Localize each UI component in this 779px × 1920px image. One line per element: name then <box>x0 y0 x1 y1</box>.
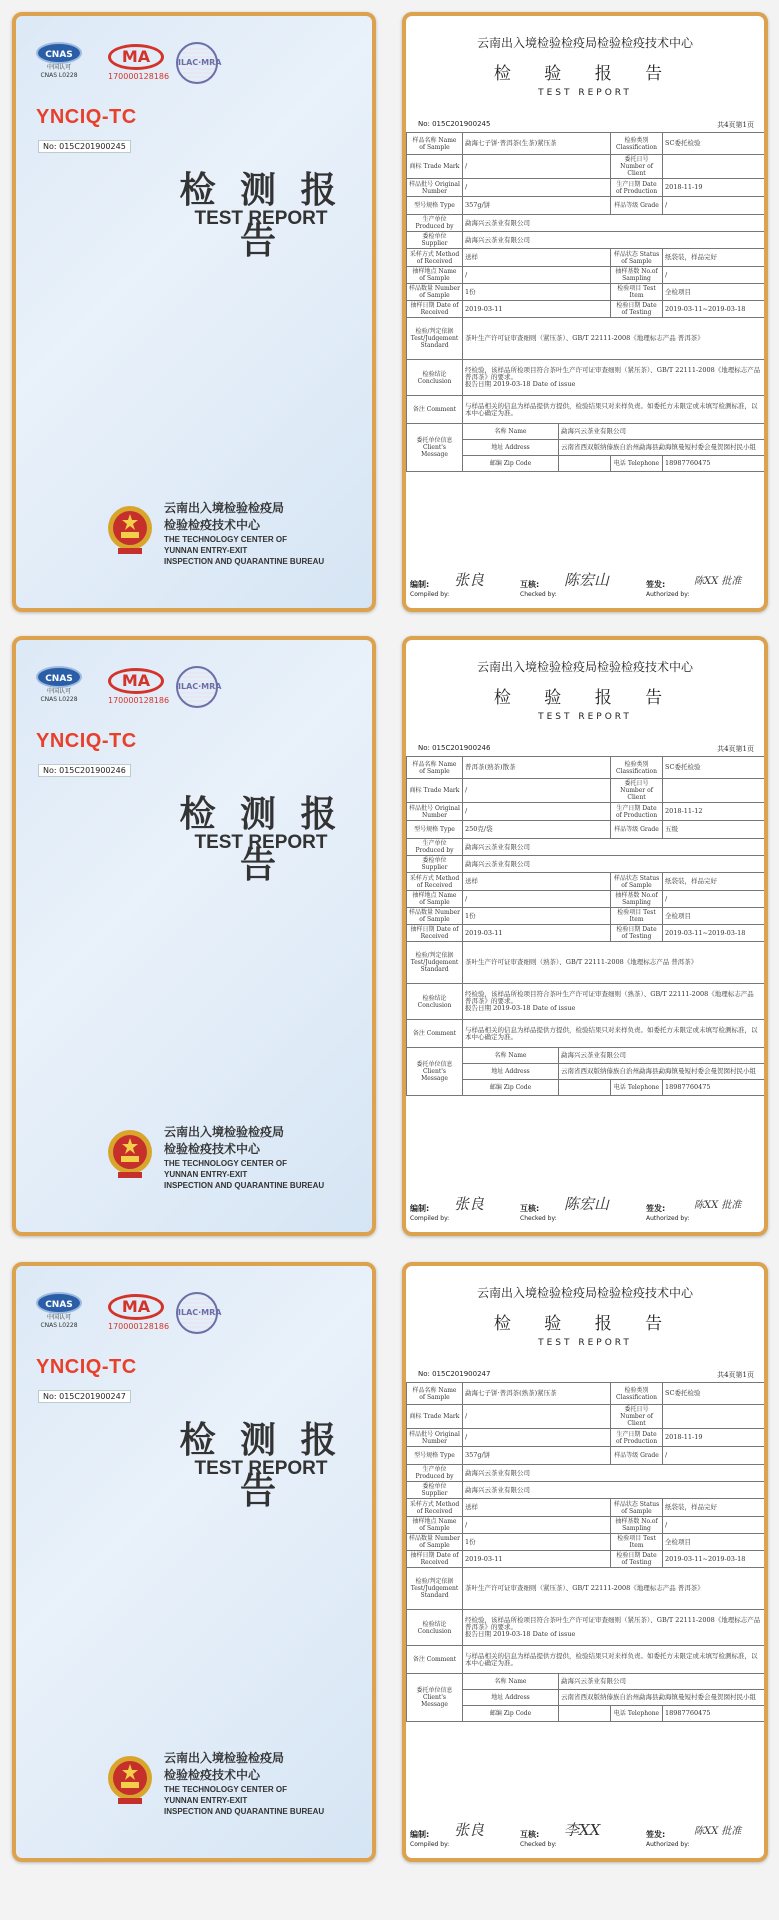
cover-report-number: No: 015C201900245 <box>38 140 131 153</box>
cover-title-cn: 检 测 报 告 <box>179 170 343 262</box>
report-set-2 <box>0 636 779 1256</box>
cnas-logo: CNAS 中国认可 CNAS L0228 <box>36 1292 90 1340</box>
brand-text: YNCIQ-TC <box>36 106 137 128</box>
checker-signature: 李XX <box>564 1821 601 1839</box>
report-set-1 <box>0 12 779 632</box>
checker-signature: 陈宏山 <box>564 1195 610 1213</box>
cover-organization: 云南出入境检验检疫局 检验检疫技术中心 THE TECHNOLOGY CENTER OF YUNNAN ENTRY-EXIT INSPECTION AND QUARANTINE BUREAU <box>164 1125 325 1190</box>
cover-title-en: TEST REPORT <box>194 208 328 229</box>
report-number: No: 015C201900247 <box>418 1370 491 1378</box>
authorizer-signature: 陈XX 批准 <box>694 1826 742 1837</box>
brand-text: YNCIQ-TC <box>36 1356 137 1378</box>
report-number: No: 015C201900245 <box>418 120 491 128</box>
page-indicator: 共4页第1页 <box>717 1371 754 1379</box>
cover-page <box>12 12 376 612</box>
signature-row: 编制: Compiled by: 张良 互核: Checked by: 陈宏山 签发: Authorized by: 陈XX 批准 <box>410 571 742 598</box>
national-emblem-icon <box>106 1128 154 1180</box>
report-header: 云南出入境检验检疫局检验检疫技术中心 检 验 报 告 TEST REPORT <box>476 36 693 98</box>
cma-logo: MA 170000128186 <box>108 668 178 712</box>
report-table: 样品名称 Name of Sample 勐海七子饼·普洱茶(熟茶)紧压茶 检验类别 Classification SC委托检验 商标 Trade Mark / 委托日号 Number of Client 样品批号 Original Number / 生产日期 Date of Production 2018-11-19 型号规格 Type 357g/饼 样品等级 Grade / 生产单位 Produced by 勐海兴云茶业有限公司 委检单位 Supplier 勐海兴云茶业有限公司 采样方式 Method of Received 送样 样品状态 Status of Sample 纸袋装，样品完好 抽样地点 Name of Sample / 抽样基数 No.of Sampling / 样品数量 Number of Sample 1份 检验项目 Test Item 全检项目 抽样日期 Date of Received 2019-03-11 检验日期 Date of Testing 2019-03-11~2019-03-18 检验/判定依据 Test/Judgement Standard 茶叶生产许可证审查细则（紧压茶）、GB/T 22111-2008《地理标志产品 普洱茶》 检验结论 Conclusion 经检验，该样品所检项目符合茶叶生产许可证审查细则（紧压茶）、GB/T 22111-2008《地理标志产品 普洱茶》的要求。 报告日期 2019-03-18 Date of issue 备注 Comment 与样品相关的信息为样品提供方提供，检验结果只对来样负责。如委托方未限定或未填写检测标准，以本中心确定为准。 委托单位信息 Client's Message 名称 Name 勐海兴云茶业有限公司 地址 Address 云南省西双版纳傣族自治州勐海县勐海镇曼短村委会曼贺囡村民小组 邮编 Zip Code 电话 Telephone 18987760475 <box>406 1382 765 1722</box>
report-page <box>402 12 768 612</box>
report-table: 样品名称 Name of Sample 勐海七子饼·普洱茶(生茶)紧压茶 检验类别 Classification SC委托检验 商标 Trade Mark / 委托日号 Number of Client 样品批号 Original Number / 生产日期 Date of Production 2018-11-19 型号规格 Type 357g/饼 样品等级 Grade / 生产单位 Produced by 勐海兴云茶业有限公司 委检单位 Supplier 勐海兴云茶业有限公司 采样方式 Method of Received 送样 样品状态 Status of Sample 纸袋装，样品完好 抽样地点 Name of Sample / 抽样基数 No.of Sampling / 样品数量 Number of Sample 1份 检验项目 Test Item 全检项目 抽样日期 Date of Received 2019-03-11 检验日期 Date of Testing 2019-03-11~2019-03-18 检验/判定依据 Test/Judgement Standard 茶叶生产许可证审查细则（紧压茶）、GB/T 22111-2008《地理标志产品 普洱茶》 检验结论 Conclusion 经检验，该样品所检项目符合茶叶生产许可证审查细则（紧压茶）、GB/T 22111-2008《地理标志产品 普洱茶》的要求。 报告日期 2019-03-18 Date of issue 备注 Comment 与样品相关的信息为样品提供方提供，检验结果只对来样负责。如委托方未限定或未填写检测标准，以本中心确定为准。 委托单位信息 Client's Message 名称 Name 勐海兴云茶业有限公司 地址 Address 云南省西双版纳傣族自治州勐海县勐海镇曼短村委会曼贺囡村民小组 邮编 Zip Code 电话 Telephone 18987760475 <box>406 132 765 472</box>
report-page <box>402 636 768 1236</box>
cover-title-en: TEST REPORT <box>194 832 328 853</box>
signature-row: 编制: Compiled by: 张良 互核: Checked by: 陈宏山 签发: Authorized by: 陈XX 批准 <box>410 1195 742 1222</box>
certification-logos <box>36 1292 366 1342</box>
report-table: 样品名称 Name of Sample 普洱茶(熟茶)散茶 检验类别 Classification SC委托检验 商标 Trade Mark / 委托日号 Number of Client 样品批号 Original Number / 生产日期 Date of Production 2018-11-12 型号规格 Type 250克/袋 样品等级 Grade 五级 生产单位 Produced by 勐海兴云茶业有限公司 委检单位 Supplier 勐海兴云茶业有限公司 采样方式 Method of Received 送样 样品状态 Status of Sample 纸袋装，样品完好 抽样地点 Name of Sample / 抽样基数 No.of Sampling / 样品数量 Number of Sample 1份 检验项目 Test Item 全检项目 抽样日期 Date of Received 2019-03-11 检验日期 Date of Testing 2019-03-11~2019-03-18 检验/判定依据 Test/Judgement Standard 茶叶生产许可证审查细则（熟茶）、GB/T 22111-2008《地理标志产品 普洱茶》 检验结论 Conclusion 经检验，该样品所检项目符合茶叶生产许可证审查细则（熟茶）、GB/T 22111-2008《地理标志产品 普洱茶》的要求。 报告日期 2019-03-18 Date of issue 备注 Comment 与样品相关的信息为样品提供方提供，检验结果只对来样负责。如委托方未限定或未填写检测标准，以本中心确定为准。 委托单位信息 Client's Message 名称 Name 勐海兴云茶业有限公司 地址 Address 云南省西双版纳傣族自治州勐海县勐海镇曼短村委会曼贺囡村民小组 邮编 Zip Code 电话 Telephone 18987760475 <box>406 756 765 1096</box>
cnas-logo: CNAS 中国认可 CNAS L0228 <box>36 666 90 714</box>
national-emblem-icon <box>106 504 154 556</box>
brand-text: YNCIQ-TC <box>36 730 137 752</box>
ilac-mra-logo: ILAC·MRA <box>176 42 218 84</box>
page-indicator: 共4页第1页 <box>717 745 754 753</box>
ilac-mra-logo: ILAC·MRA <box>176 666 218 708</box>
cnas-logo: CNAS 中国认可 CNAS L0228 <box>36 42 90 90</box>
authorizer-signature: 陈XX 批准 <box>694 1200 742 1211</box>
checker-signature: 陈宏山 <box>564 571 610 589</box>
cover-page <box>12 1262 376 1862</box>
cover-report-number: No: 015C201900246 <box>38 764 131 777</box>
cover-title-en: TEST REPORT <box>194 1458 328 1479</box>
cover-title-cn: 检 测 报 告 <box>179 794 343 886</box>
compiler-signature: 张良 <box>454 1195 485 1213</box>
national-emblem-icon <box>106 1754 154 1806</box>
report-set-3 <box>0 1262 779 1882</box>
report-number: No: 015C201900246 <box>418 744 491 752</box>
cover-organization: 云南出入境检验检疫局 检验检疫技术中心 THE TECHNOLOGY CENTER OF YUNNAN ENTRY-EXIT INSPECTION AND QUARANTINE BUREAU <box>164 501 325 566</box>
report-header: 云南出入境检验检疫局检验检疫技术中心 检 验 报 告 TEST REPORT <box>476 1286 693 1348</box>
report-page <box>402 1262 768 1862</box>
page-indicator: 共4页第1页 <box>717 121 754 129</box>
cma-logo: MA 170000128186 <box>108 1294 178 1338</box>
cover-title-cn: 检 测 报 告 <box>179 1420 343 1512</box>
cover-page <box>12 636 376 1236</box>
certification-logos <box>36 666 366 716</box>
report-header: 云南出入境检验检疫局检验检疫技术中心 检 验 报 告 TEST REPORT <box>476 660 693 722</box>
ilac-mra-logo: ILAC·MRA <box>176 1292 218 1334</box>
signature-row: 编制: Compiled by: 张良 互核: Checked by: 李XX 签发: Authorized by: 陈XX 批准 <box>410 1821 742 1848</box>
authorizer-signature: 陈XX 批准 <box>694 576 742 587</box>
cover-report-number: No: 015C201900247 <box>38 1390 131 1403</box>
cover-organization: 云南出入境检验检疫局 检验检疫技术中心 THE TECHNOLOGY CENTER OF YUNNAN ENTRY-EXIT INSPECTION AND QUARANTINE BUREAU <box>164 1751 325 1816</box>
certification-logos <box>36 42 366 92</box>
compiler-signature: 张良 <box>454 1821 485 1839</box>
cma-logo: MA 170000128186 <box>108 44 178 88</box>
compiler-signature: 张良 <box>454 571 485 589</box>
